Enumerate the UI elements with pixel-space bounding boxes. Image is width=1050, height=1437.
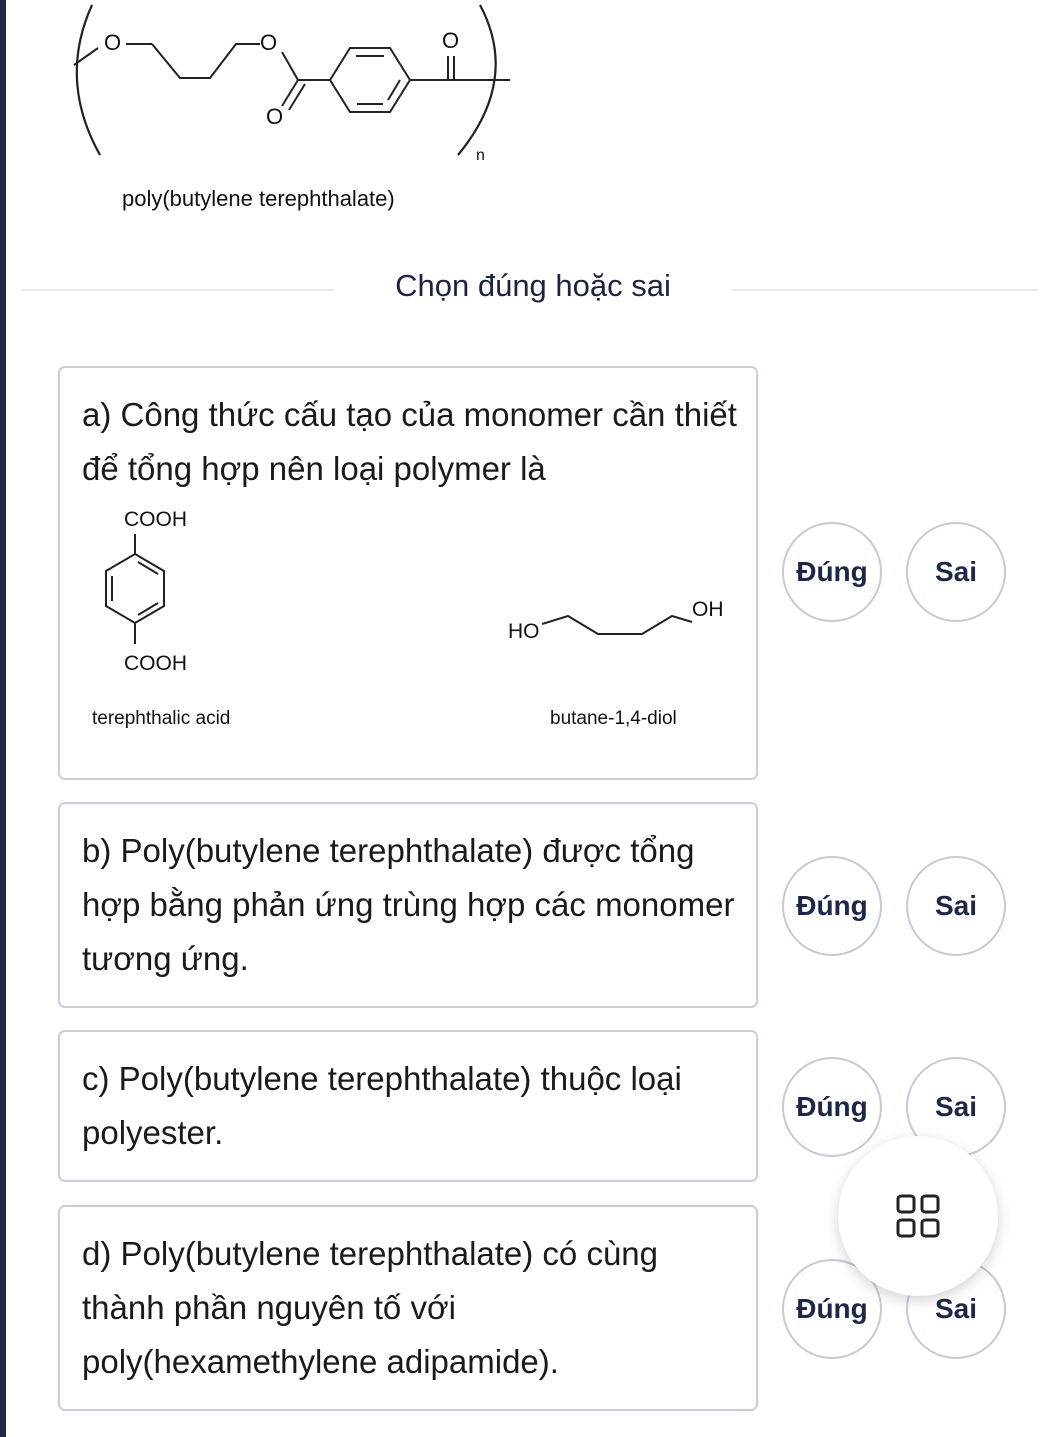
question-card-c — [58, 1030, 758, 1182]
true-button-b[interactable]: Đúng — [782, 856, 882, 956]
polymer-caption: poly(butylene terephthalate) — [122, 186, 395, 211]
atom-o4: O — [442, 28, 460, 53]
atom-o2: O — [260, 30, 278, 55]
atom-o3: O — [266, 104, 284, 129]
true-button-a[interactable]: Đúng — [782, 522, 882, 622]
false-button-c[interactable]: Sai — [906, 1057, 1006, 1157]
molecule2-right-group: OH — [692, 598, 724, 621]
molecule1-top-group: COOH — [124, 508, 187, 531]
true-button-d[interactable]: Đúng — [782, 1259, 882, 1359]
false-button-a[interactable]: Sai — [906, 522, 1006, 622]
grid-icon — [896, 1194, 940, 1238]
false-button-d[interactable]: Sai — [906, 1259, 1006, 1359]
molecule2-name: butane-1,4-diol — [550, 708, 677, 729]
terephthalic-acid-ring — [90, 534, 180, 654]
false-button-b[interactable]: Sai — [906, 856, 1006, 956]
question-card-d — [58, 1205, 758, 1411]
section-header — [0, 262, 1050, 312]
question-text-b: b) Poly(butylene terephthalate) được tổng hợp bằng phản ứng trùng hợp các monomer tương ứng. — [82, 832, 735, 977]
question-text-a: a) Công thức cấu tạo của monomer cần thiết để tổng hợp nên loại polymer là — [82, 396, 737, 487]
molecule2-left-group: HO — [508, 620, 540, 643]
molecule1-bottom-group: COOH — [124, 652, 187, 675]
question-card-b — [58, 802, 758, 1008]
divider-right — [732, 289, 1038, 291]
question-grid-button[interactable] — [838, 1136, 998, 1296]
molecule1-name: terephthalic acid — [92, 708, 231, 729]
left-edge-bar — [0, 0, 6, 1437]
true-button-c[interactable]: Đúng — [782, 1057, 882, 1157]
repeat-subscript: n — [476, 147, 485, 164]
divider-left — [22, 289, 334, 291]
question-card-a — [58, 366, 758, 780]
question-text-c: c) Poly(butylene terephthalate) thuộc loại polyester. — [82, 1060, 682, 1151]
butanediol-chain — [542, 608, 702, 648]
section-title: Chọn đúng hoặc sai — [395, 268, 671, 303]
question-text-d: d) Poly(butylene terephthalate) có cùng thành phần nguyên tố với poly(hexamethylene adipamide). — [82, 1235, 659, 1380]
atom-o1: O — [104, 30, 122, 55]
